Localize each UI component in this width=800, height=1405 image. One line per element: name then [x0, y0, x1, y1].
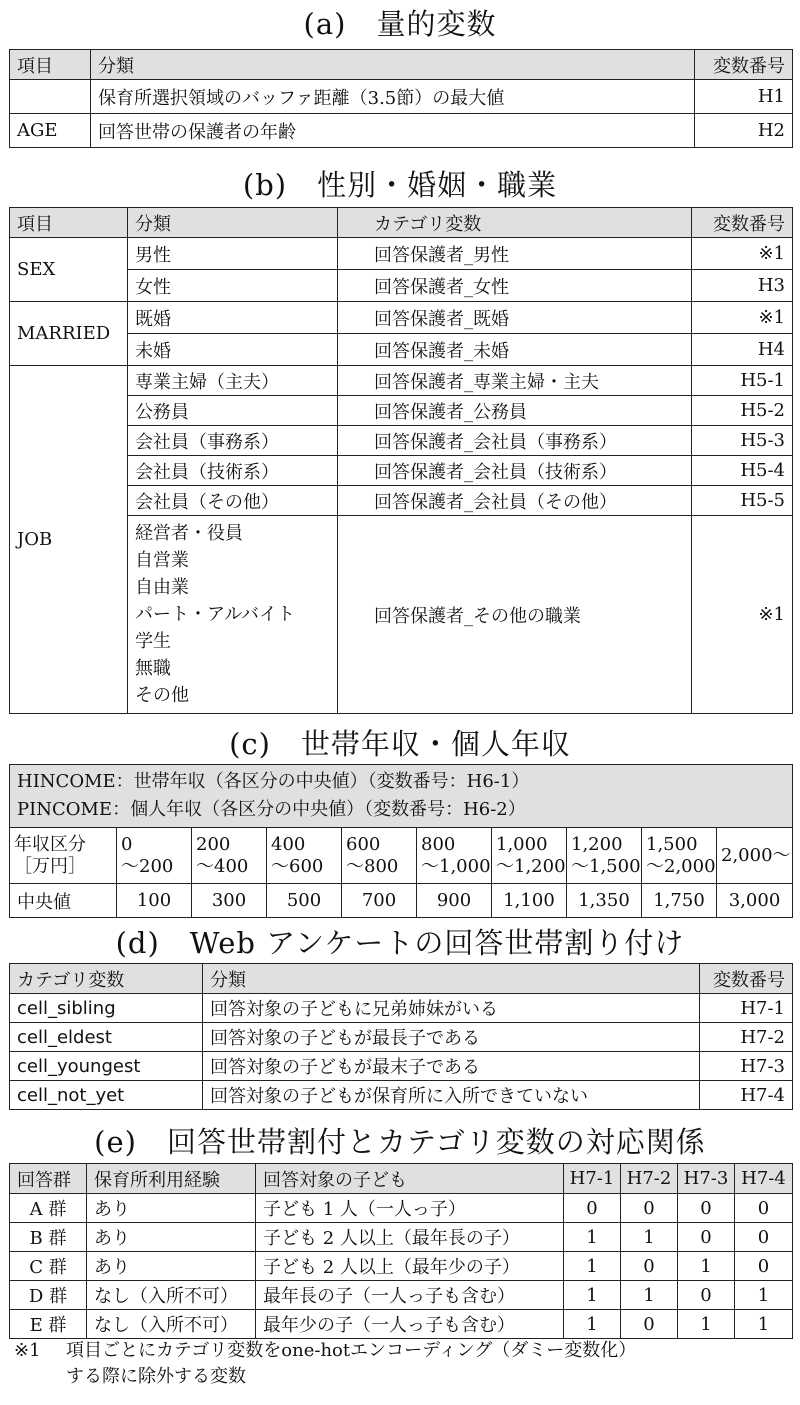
section-e-table	[9, 1163, 793, 1339]
category-cell: 既婚	[128, 302, 338, 334]
section-a-title: (a) 量的変数	[303, 7, 497, 41]
bin-high: 〜2,000	[646, 855, 716, 877]
number-cell: ※1	[692, 302, 793, 334]
value-cell: 1	[621, 1223, 678, 1252]
bin-low: 600	[346, 833, 381, 855]
median-cell: 900	[417, 884, 492, 918]
section-b-title: (b) 性別・婚姻・職業	[242, 168, 558, 202]
category-cell: 会社員（技術系）	[128, 456, 338, 486]
item-cell-job: JOB	[10, 366, 128, 714]
bin-label-cell	[10, 828, 117, 884]
header-cell: 分類	[128, 208, 338, 238]
bin-low: 200	[196, 833, 231, 855]
table-row	[10, 334, 793, 366]
experience-cell: なし（入所不可）	[87, 1281, 256, 1310]
bin-cell	[267, 828, 342, 884]
item-cell: AGE	[10, 114, 91, 148]
bin-high: 〜1,200	[496, 855, 566, 877]
footnote-line	[14, 1338, 794, 1364]
table-row	[10, 1081, 793, 1110]
number-cell: H7-1	[700, 994, 793, 1023]
category-cell: 会社員（その他）	[128, 486, 338, 516]
variable-cell: cell_eldest	[10, 1023, 203, 1052]
header-cell: 回答対象の子ども	[256, 1164, 564, 1194]
table-row	[10, 270, 793, 302]
bin-label-line: 年収区分	[14, 833, 86, 855]
number-cell: H7-3	[700, 1052, 793, 1081]
bin-high: 〜600	[271, 855, 324, 877]
header-cell: 変数番号	[695, 50, 793, 80]
value-cell: 1	[678, 1310, 735, 1339]
header-cell: 変数番号	[692, 208, 793, 238]
bin-cell	[117, 828, 192, 884]
bin-label-line: ［万円］	[14, 855, 86, 877]
variable-cell: 回答保護者_既婚	[338, 302, 692, 334]
median-row	[10, 884, 793, 918]
bin-cell	[642, 828, 717, 884]
bin-low: 2,000〜	[721, 844, 791, 866]
median-cell: 500	[267, 884, 342, 918]
category-line: 自営業	[135, 550, 189, 571]
category-cell: 回答対象の子どもが最長子である	[203, 1023, 700, 1052]
number-cell: H5-3	[692, 426, 793, 456]
value-cell: 1	[735, 1281, 793, 1310]
section-c-title: (c) 世帯年収・個人年収	[229, 727, 571, 761]
experience-cell: あり	[87, 1223, 256, 1252]
child-cell: 子ども 1 人（一人っ子）	[256, 1194, 564, 1223]
number-cell: H7-2	[700, 1023, 793, 1052]
variable-cell: 回答保護者_男性	[338, 238, 692, 270]
value-cell: 1	[564, 1252, 621, 1281]
category-cell: 回答世帯の保護者の年齢	[91, 114, 695, 148]
bin-low: 1,200	[571, 833, 623, 855]
value-cell: 0	[678, 1223, 735, 1252]
bin-high: 〜400	[196, 855, 249, 877]
median-cell: 300	[192, 884, 267, 918]
category-line: 経営者・役員	[135, 523, 243, 544]
bin-high: 〜1,500	[571, 855, 641, 877]
median-cell: 1,350	[567, 884, 642, 918]
bin-low: 1,000	[496, 833, 548, 855]
number-cell: H5-2	[692, 396, 793, 426]
group-cell: B 群	[10, 1223, 87, 1252]
header-cell: H7-4	[735, 1164, 793, 1194]
item-cell	[10, 80, 91, 114]
number-cell: H3	[692, 270, 793, 302]
value-cell: 1	[564, 1223, 621, 1252]
number-cell: ※1	[692, 238, 793, 270]
table-header-row	[10, 1164, 793, 1194]
income-definition-cell	[10, 765, 793, 828]
category-cell: 未婚	[128, 334, 338, 366]
footnote-mark: ※1	[14, 1340, 41, 1361]
value-cell: 0	[564, 1194, 621, 1223]
footnote	[14, 1338, 794, 1390]
header-cell: H7-1	[564, 1164, 621, 1194]
section-d-table	[9, 963, 793, 1110]
header-cell: 変数番号	[700, 964, 793, 994]
bin-high: 〜200	[121, 855, 174, 877]
header-cell: カテゴリ変数	[10, 964, 203, 994]
category-cell: 会社員（事務系）	[128, 426, 338, 456]
table-header-row	[10, 208, 793, 238]
bin-cell	[567, 828, 642, 884]
footnote-text: 項目ごとにカテゴリ変数をone-hotエンコーディング（ダミー変数化）	[66, 1340, 637, 1361]
number-cell: H7-4	[700, 1081, 793, 1110]
child-cell: 子ども 2 人以上（最年少の子）	[256, 1252, 564, 1281]
header-cell: 回答群	[10, 1164, 87, 1194]
variable-cell: cell_not_yet	[10, 1081, 203, 1110]
category-cell: 回答対象の子どもが最末子である	[203, 1052, 700, 1081]
group-cell: D 群	[10, 1281, 87, 1310]
median-cell: 700	[342, 884, 417, 918]
table-row	[10, 396, 793, 426]
variable-cell: 回答保護者_未婚	[338, 334, 692, 366]
table-row	[10, 1023, 793, 1052]
median-cell: 1,100	[492, 884, 567, 918]
category-line: パート・アルバイト	[135, 604, 296, 625]
number-cell: H2	[695, 114, 793, 148]
number-cell: H4	[692, 334, 793, 366]
number-cell: H1	[695, 80, 793, 114]
value-cell: 1	[621, 1281, 678, 1310]
bin-cell	[342, 828, 417, 884]
table-row	[10, 1052, 793, 1081]
table-header-row	[10, 964, 793, 994]
experience-cell: あり	[87, 1194, 256, 1223]
median-cell: 1,750	[642, 884, 717, 918]
hincome-definition: HINCOME：世帯年収（各区分の中央値）（変数番号：H6-1）	[17, 771, 530, 792]
variable-cell: 回答保護者_会社員（事務系）	[338, 426, 692, 456]
child-cell: 最年少の子（一人っ子も含む）	[256, 1310, 564, 1339]
child-cell: 最年長の子（一人っ子も含む）	[256, 1281, 564, 1310]
group-cell: A 群	[10, 1194, 87, 1223]
header-cell: 分類	[91, 50, 695, 80]
category-cell: 回答対象の子どもが保育所に入所できていない	[203, 1081, 700, 1110]
median-cell: 3,000	[717, 884, 793, 918]
category-line: 自由業	[135, 577, 189, 598]
number-cell: ※1	[692, 516, 793, 714]
section-a-table	[9, 49, 793, 148]
table-row	[10, 456, 793, 486]
footnote-text-continued: する際に除外する変数	[66, 1366, 246, 1387]
variable-cell: 回答保護者_専業主婦・主夫	[338, 366, 692, 396]
child-cell: 子ども 2 人以上（最年長の子）	[256, 1223, 564, 1252]
bin-cell	[192, 828, 267, 884]
bin-cell	[717, 828, 793, 884]
header-cell: カテゴリ変数	[338, 208, 692, 238]
section-e-title: (e) 回答世帯割付とカテゴリ変数の対応関係	[94, 1125, 706, 1159]
category-cell: 公務員	[128, 396, 338, 426]
pincome-definition: PINCOME：個人年収（各区分の中央値）（変数番号：H6-2）	[17, 799, 526, 820]
value-cell: 0	[621, 1310, 678, 1339]
value-cell: 0	[735, 1252, 793, 1281]
section-c-table	[9, 764, 793, 918]
variable-cell: 回答保護者_女性	[338, 270, 692, 302]
header-cell: 項目	[10, 50, 91, 80]
table-row	[10, 1194, 793, 1223]
section-d-title: (d) Web アンケートの回答世帯割り付け	[115, 926, 685, 960]
category-line: 学生	[135, 631, 171, 652]
bin-low: 0	[121, 833, 133, 855]
table-row	[10, 1310, 793, 1339]
bin-high: 〜1,000	[421, 855, 491, 877]
category-line: その他	[135, 685, 189, 706]
table-row	[10, 1223, 793, 1252]
category-cell: 専業主婦（主夫）	[128, 366, 338, 396]
header-cell: 項目	[10, 208, 128, 238]
group-cell: E 群	[10, 1310, 87, 1339]
number-cell: H5-5	[692, 486, 793, 516]
value-cell: 0	[678, 1281, 735, 1310]
group-cell: C 群	[10, 1252, 87, 1281]
bin-cell	[417, 828, 492, 884]
table-row	[10, 1252, 793, 1281]
section-b-table	[9, 207, 793, 714]
number-cell: H5-4	[692, 456, 793, 486]
value-cell: 0	[621, 1252, 678, 1281]
variable-cell: 回答保護者_会社員（技術系）	[338, 456, 692, 486]
table-row	[10, 366, 793, 396]
median-cell: 100	[117, 884, 192, 918]
value-cell: 0	[621, 1194, 678, 1223]
variable-cell: 回答保護者_会社員（その他）	[338, 486, 692, 516]
median-label-cell: 中央値	[10, 884, 117, 918]
table-row	[10, 302, 793, 334]
value-cell: 0	[735, 1223, 793, 1252]
variable-cell: cell_sibling	[10, 994, 203, 1023]
bin-low: 1,500	[646, 833, 698, 855]
table-header-row	[10, 50, 793, 80]
table-row	[10, 486, 793, 516]
value-cell: 0	[735, 1194, 793, 1223]
experience-cell: なし（入所不可）	[87, 1310, 256, 1339]
table-row	[10, 426, 793, 456]
category-cell: 女性	[128, 270, 338, 302]
variable-cell: 回答保護者_公務員	[338, 396, 692, 426]
table-row	[10, 80, 793, 114]
header-cell: 分類	[203, 964, 700, 994]
bin-cell	[492, 828, 567, 884]
table-row	[10, 994, 793, 1023]
value-cell: 1	[735, 1310, 793, 1339]
bin-low: 800	[421, 833, 456, 855]
bin-high: 〜800	[346, 855, 399, 877]
table-row	[10, 238, 793, 270]
variable-cell: cell_youngest	[10, 1052, 203, 1081]
category-cell-other-jobs	[128, 516, 338, 714]
value-cell: 1	[564, 1281, 621, 1310]
income-bin-row	[10, 828, 793, 884]
bin-low: 400	[271, 833, 306, 855]
header-cell: H7-2	[621, 1164, 678, 1194]
table-row	[10, 114, 793, 148]
category-cell: 回答対象の子どもに兄弟姉妹がいる	[203, 994, 700, 1023]
category-line: 無職	[135, 658, 171, 679]
variable-cell: 回答保護者_その他の職業	[338, 516, 692, 714]
value-cell: 1	[564, 1310, 621, 1339]
item-cell-married: MARRIED	[10, 302, 128, 366]
income-definition-row	[10, 765, 793, 828]
table-row	[10, 1281, 793, 1310]
category-cell: 保育所選択領域のバッファ距離（3.5節）の最大値	[91, 80, 695, 114]
value-cell: 0	[678, 1194, 735, 1223]
table-row	[10, 516, 793, 714]
header-cell: H7-3	[678, 1164, 735, 1194]
number-cell: H5-1	[692, 366, 793, 396]
category-cell: 男性	[128, 238, 338, 270]
item-cell-sex: SEX	[10, 238, 128, 302]
value-cell: 1	[678, 1252, 735, 1281]
header-cell: 保育所利用経験	[87, 1164, 256, 1194]
experience-cell: あり	[87, 1252, 256, 1281]
